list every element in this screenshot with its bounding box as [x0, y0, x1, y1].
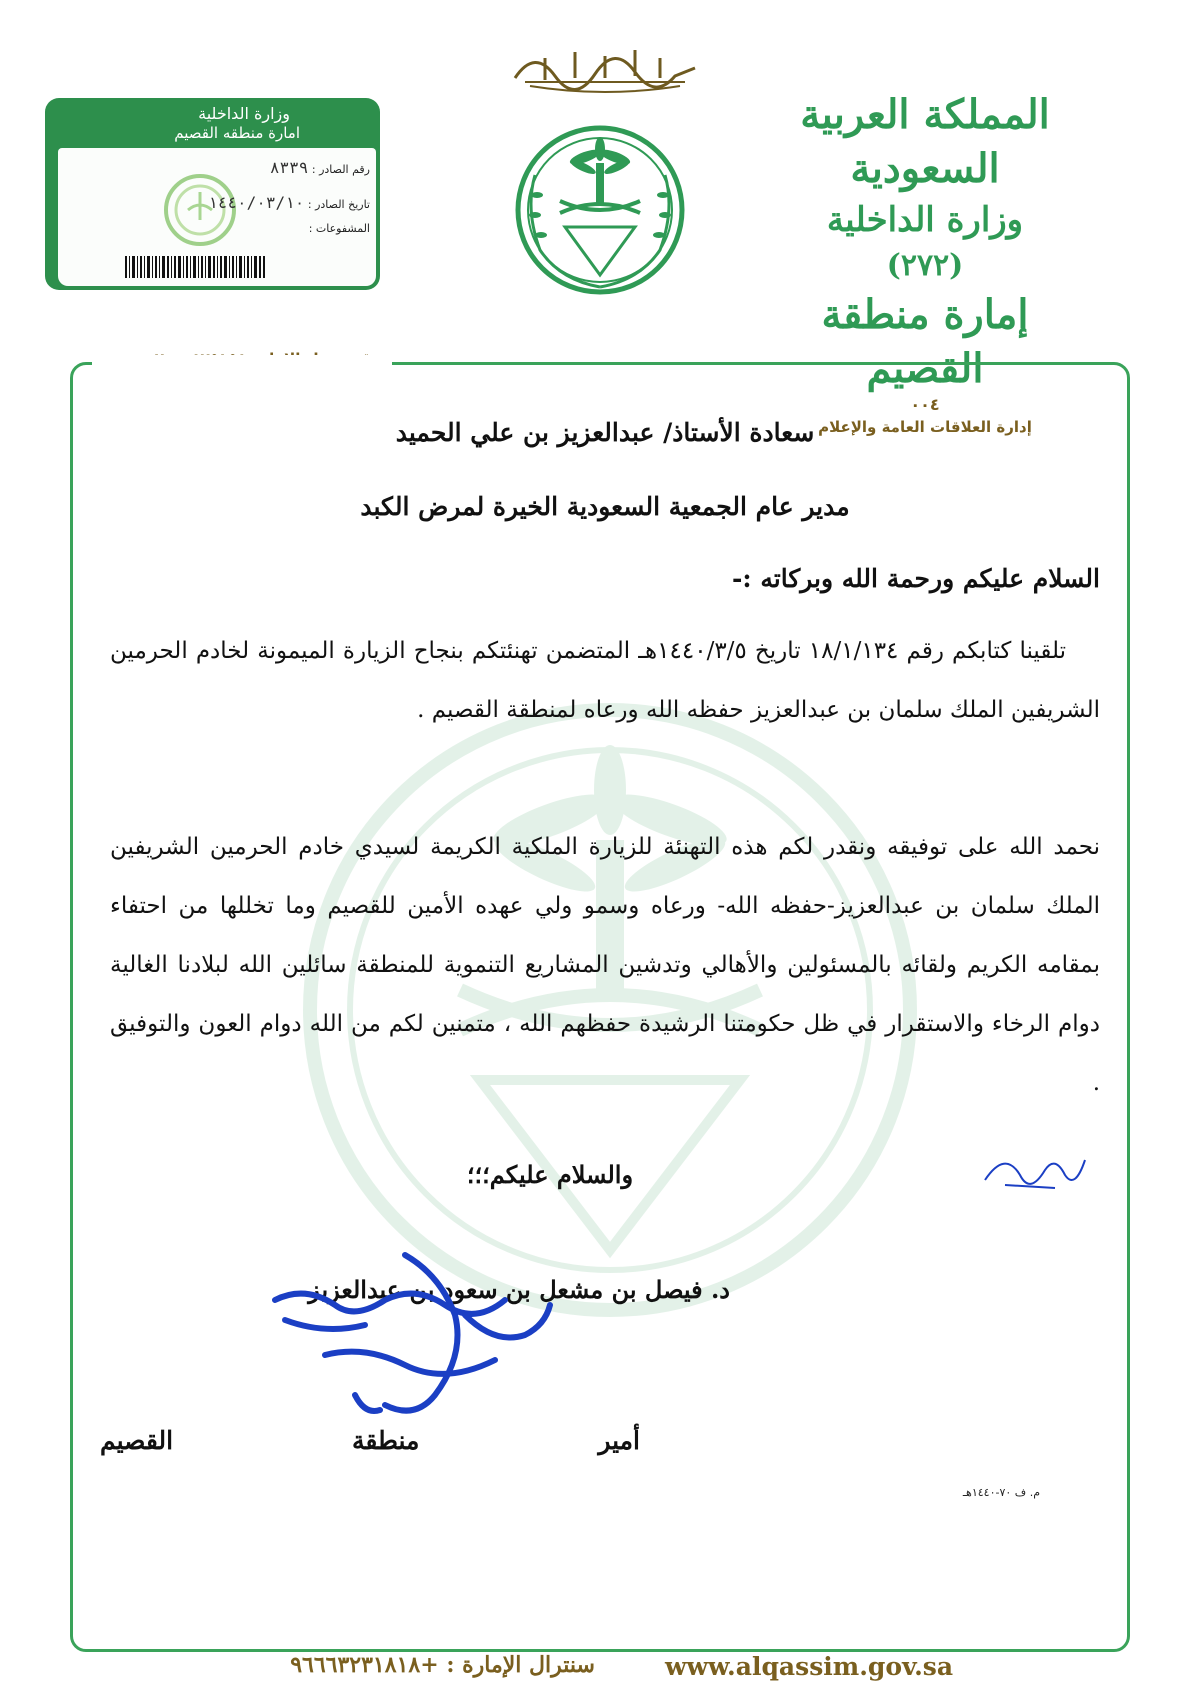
- basmala-calligraphy: [505, 38, 705, 98]
- emirate-code: ٠٠٤: [910, 395, 940, 414]
- website-link[interactable]: www.alqassim.gov.sa: [665, 1652, 954, 1681]
- ministry-name: وزارة الداخلية: [826, 200, 1024, 240]
- switchboard: [215, 1652, 595, 1678]
- stamp-date-label: تاريخ الصادر :: [307, 198, 370, 211]
- signatory-name: د. فيصل بن مشعل بن سعود بن عبدالعزيز: [308, 1275, 730, 1304]
- recipient-line-1: سعادة الأستاذ/ عبدالعزيز بن علي الحميد: [395, 418, 815, 447]
- stamp-attachments-row: [160, 222, 370, 235]
- initials-mark: [975, 1140, 1095, 1200]
- ministry-code: (٢٧٢): [886, 248, 964, 283]
- stamp-number-value: ٨٣٣٩: [269, 158, 309, 177]
- stamp-number-label: رقم الصادر :: [311, 163, 370, 176]
- saudi-emblem-icon: [505, 115, 695, 305]
- stamp-number-row: [160, 158, 370, 177]
- frame-gap: [92, 355, 392, 369]
- paragraph-1: تلقينا كتابكم رقم ١٨/١/١٣٤ تاريخ ١٤٤٠/٣/٥هـ المتضمن تهنئتكم بنجاح الزيارة الميمونة لخادم الحرمين الشريفين الملك سلمان بن عبدالعزيز حفظه الله ورعاه لمنطقة القصيم .: [110, 638, 1100, 723]
- emirate-name: إمارة منطقة القصيم: [821, 291, 1029, 392]
- switchboard-label: سنترال الإمارة :: [446, 1652, 595, 1678]
- switchboard-number: +٩٦٦٦٣٢٣١٨١٨: [290, 1652, 439, 1678]
- barcode-icon: [125, 256, 265, 278]
- greeting: السلام عليكم ورحمة الله وبركاته :-: [732, 564, 1100, 593]
- reference-code: م. ف ٧٠-١٤٤٠هـ: [962, 1486, 1040, 1499]
- kingdom-name: المملكة العربية السعودية: [800, 91, 1050, 192]
- signatory-title: أمير منطقة القصيم: [100, 1426, 640, 1455]
- handwritten-signature: [265, 1245, 565, 1440]
- paragraph-2: نحمد الله على توفيقه ونقدر لكم هذه التهنئة للزيارة الملكية الكريمة لسيدي خادم الحرمين الشريفين الملك سلمان بن عبدالعزيز-حفظه الله- ورعاه وسمو ولي عهده الأمين للقصيم وما تخللها من احتفاء بمقامه الكريم ولقائه بالمسئولين والأهالي وتدشين المشاريع التنموية للمنطقة سائلين الله لبلادنا الغالية دوام الرخاء والاستقرار في ظل حكومتنا الرشيدة حفظهم الله ، متمنين لكم من الله دوام العون والتوفيق .: [110, 834, 1100, 1096]
- stamp-ministry: وزارة الداخلية: [198, 104, 290, 123]
- recipient-line-2: مدير عام الجمعية السعودية الخيرة لمرض الكبد: [360, 492, 850, 521]
- stamp-date-row: [160, 193, 370, 212]
- closing-salutation: والسلام عليكم؛؛؛: [466, 1160, 634, 1189]
- stamp-emirate: امارة منطقه القصيم: [174, 124, 300, 142]
- stamp-attachments-label: المشفوعات :: [308, 222, 370, 235]
- department-name: إدارة العلاقات العامة والإعلام: [818, 418, 1032, 436]
- stamp-date-value: ١٤٤٠/٠٣/١٠: [208, 193, 305, 212]
